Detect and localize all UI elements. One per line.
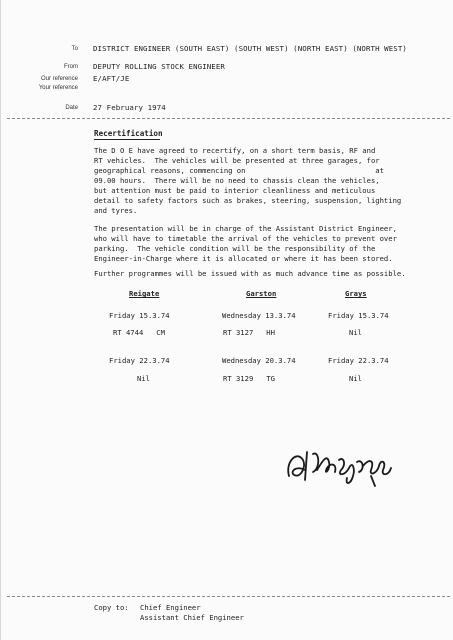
grays-vehicle-2: Nil xyxy=(349,374,362,383)
handwritten-signature xyxy=(283,440,403,490)
paragraph-recertification: The D O E have agreed to recertify, on a short term basis, RF and RT vehicles. The vehicles will be presented at three garages, for geographical reasons, commencing on at 09.00 hours. There will be no need to chassis clean the vehicles, but attention must be paid to interior cleanliness and meticulous detail to safety factors such as brakes, steering, suspension, lighting and tyres. xyxy=(94,146,402,215)
grays-date-1: Friday 15.3.74 xyxy=(328,311,389,320)
grays-date-2: Friday 22.3.74 xyxy=(328,356,389,365)
paragraph-further-programmes: Further programmes will be issued with as much advance time as possible. xyxy=(94,269,406,278)
column-heading-grays: Grays xyxy=(345,289,367,298)
column-heading-reigate: Reigate xyxy=(129,289,160,298)
your-reference-label: Your reference xyxy=(38,85,78,91)
garston-vehicle-1: RT 3127 HH xyxy=(223,328,275,337)
grays-vehicle-1: Nil xyxy=(349,328,362,337)
our-reference-label: Our reference xyxy=(40,76,78,82)
to-value: DISTRICT ENGINEER (SOUTH EAST) (SOUTH WEST) (NORTH EAST) (NORTH WEST) xyxy=(93,44,407,53)
our-reference-value: E/AFT/JE xyxy=(93,74,130,83)
from-value: DEPUTY ROLLING STOCK ENGINEER xyxy=(93,62,225,71)
copy-to-line-1: Chief Engineer xyxy=(140,603,201,612)
reigate-date-1: Friday 15.3.74 xyxy=(109,311,170,320)
copy-to-line-2: Assistant Chief Engineer xyxy=(140,613,244,622)
garston-date-2: Wednesday 20.3.74 xyxy=(222,356,296,365)
header-divider xyxy=(7,118,450,119)
copy-to-label: Copy to: xyxy=(94,603,129,612)
reigate-vehicle-2: Nil xyxy=(137,374,150,383)
memo-title: Recertification xyxy=(94,129,163,138)
garston-date-1: Wednesday 13.3.74 xyxy=(222,311,296,320)
to-label: To xyxy=(71,46,78,52)
title-underline xyxy=(94,139,160,140)
date-value: 27 February 1974 xyxy=(93,103,166,112)
reigate-vehicle-1: RT 4744 CM xyxy=(113,328,165,337)
column-heading-garston: Garston xyxy=(246,289,277,298)
date-label: Date xyxy=(65,105,78,111)
reigate-date-2: Friday 22.3.74 xyxy=(109,356,170,365)
garston-vehicle-2: RT 3129 TG xyxy=(223,374,275,383)
footer-divider xyxy=(7,596,450,597)
from-label: From xyxy=(64,64,78,70)
paragraph-presentation: The presentation will be in charge of the Assistant District Engineer, who will have to timetable the arrival of the vehicles to prevent over parking. The vehicle condition will be the responsibility of the Engineer-in-Charge where it is allocated or where it has been stored. xyxy=(94,224,397,263)
